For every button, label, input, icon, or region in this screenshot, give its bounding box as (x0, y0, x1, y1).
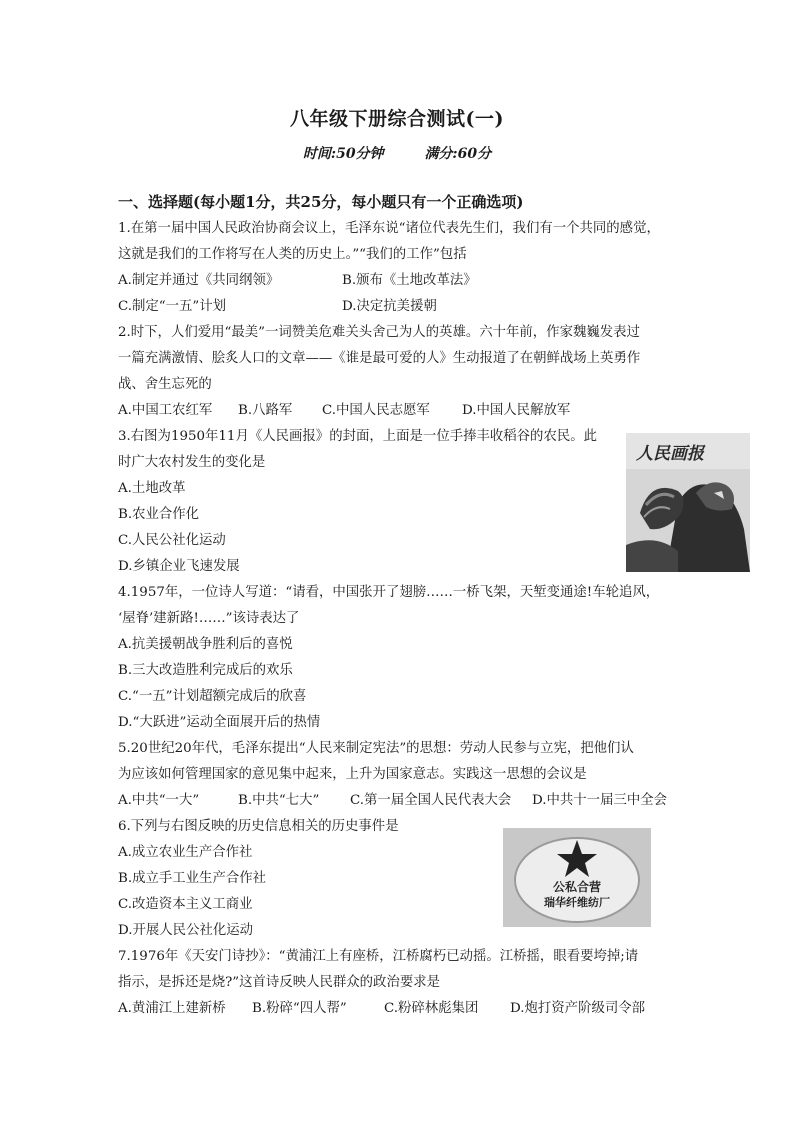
q5-option-b[interactable]: B.中共“七大” (238, 793, 320, 808)
badge-text-top: 公私合营 (552, 880, 601, 894)
q3-stem-line2: 时广大农村发生的变化是 (118, 455, 266, 470)
q6-option-a[interactable]: A.成立农业生产合作社 (118, 845, 253, 860)
section-heading: 一、选择题(每小题1分，共25分，每小题只有一个正确选项) (118, 193, 524, 211)
q1-option-b[interactable]: B.颁布《土地改革法》 (342, 273, 477, 288)
q5-option-c[interactable]: C.第一届全国人民代表大会 (350, 793, 512, 808)
time-limit: 时间:50分钟 (302, 146, 384, 162)
joint-venture-badge-image (503, 828, 651, 927)
q4-option-c[interactable]: C.“一五”计划超额完成后的欣喜 (118, 689, 307, 704)
q3-stem-line1: 3.右图为1950年11月《人民画报》的封面，上面是一位手捧丰收稻谷的农民。此 (118, 429, 598, 444)
q1-option-a[interactable]: A.制定并通过《共同纲领》 (118, 273, 280, 288)
q6-stem-line1: 6.下列与右图反映的历史信息相关的历史事件是 (118, 819, 399, 834)
q5-option-a[interactable]: A.中共“一大” (118, 793, 200, 808)
q2-stem-line3: 战、舍生忘死的 (118, 377, 212, 392)
q4-option-b[interactable]: B.三大改造胜利完成后的欢乐 (118, 663, 293, 678)
q5-option-d[interactable]: D.中共十一届三中全会 (532, 793, 668, 808)
page-title: 八年级下册综合测试(一) (290, 108, 504, 130)
q7-stem-line1: 7.1976年《天安门诗抄》：“黄浦江上有座桥，江桥腐朽已动摇。江桥摇，眼看要垮掉;请 (118, 949, 639, 964)
q2-option-b[interactable]: B.八路军 (238, 403, 293, 418)
q7-option-b[interactable]: B.粉碎“四人帮” (252, 1001, 347, 1016)
q1-option-d[interactable]: D.决定抗美援朝 (342, 299, 437, 314)
q6-option-d[interactable]: D.开展人民公社化运动 (118, 923, 254, 938)
q2-stem-line1: 2.时下，人们爱用“最美”一词赞美危难关头舍己为人的英雄。六十年前，作家魏巍发表过 (118, 325, 640, 340)
q4-option-a[interactable]: A.抗美援朝战争胜利后的喜悦 (118, 637, 293, 652)
q3-option-d[interactable]: D.乡镇企业飞速发展 (118, 559, 240, 574)
q1-stem-line2: 这就是我们的工作将写在人类的历史上。”“我们的工作”包括 (118, 247, 467, 262)
badge-text-bottom: 瑞华纤维纺厂 (544, 896, 610, 909)
q5-stem-line2: 为应该如何管理国家的意见集中起来，上升为国家意志。实践这一思想的会议是 (118, 767, 587, 782)
q4-stem-line1: 4.1957年，一位诗人写道：“请看，中国张开了翅膀……一桥飞架，天堑变通途!车轮追风， (118, 585, 660, 600)
q7-option-a[interactable]: A.黄浦江上建新桥 (118, 1001, 226, 1016)
q7-option-c[interactable]: C.粉碎林彪集团 (384, 1001, 479, 1016)
q2-stem-line2: 一篇充满激情、脍炙人口的文章——《谁是最可爱的人》生动报道了在朝鲜战场上英勇作 (118, 351, 641, 366)
q1-option-c[interactable]: C.制定“一五”计划 (118, 299, 227, 314)
q5-stem-line1: 5.20世纪20年代，毛泽东提出“人民来制定宪法”的思想：劳动人民参与立宪，把他们认 (118, 741, 634, 756)
q3-option-c[interactable]: C.人民公社化运动 (118, 533, 226, 548)
full-score: 满分:60分 (424, 146, 492, 162)
q2-option-a[interactable]: A.中国工农红军 (118, 403, 213, 418)
q3-option-a[interactable]: A.土地改革 (118, 481, 186, 496)
q6-option-c[interactable]: C.改造资本主义工商业 (118, 897, 253, 912)
q4-stem-line2: ‘屋脊’建新路!……”该诗表达了 (118, 611, 300, 626)
q7-option-d[interactable]: D.炮打资产阶级司令部 (510, 1001, 646, 1016)
q4-option-d[interactable]: D.“大跃进”运动全面展开后的热情 (118, 715, 321, 730)
pictorial-masthead: 人民画报 (636, 444, 704, 464)
q6-option-b[interactable]: B.成立手工业生产合作社 (118, 871, 267, 886)
q3-option-b[interactable]: B.农业合作化 (118, 507, 200, 522)
q1-stem-line1: 1.在第一届中国人民政治协商会议上，毛泽东说“诸位代表先生们，我们有一个共同的感觉， (118, 221, 660, 236)
q2-option-c[interactable]: C.中国人民志愿军 (322, 403, 430, 418)
q2-option-d[interactable]: D.中国人民解放军 (462, 403, 571, 418)
exam-info (0, 143, 794, 163)
q7-stem-line2: 指示，是拆还是烧?”这首诗反映人民群众的政治要求是 (118, 975, 441, 990)
pictorial-cover-image (626, 433, 750, 572)
